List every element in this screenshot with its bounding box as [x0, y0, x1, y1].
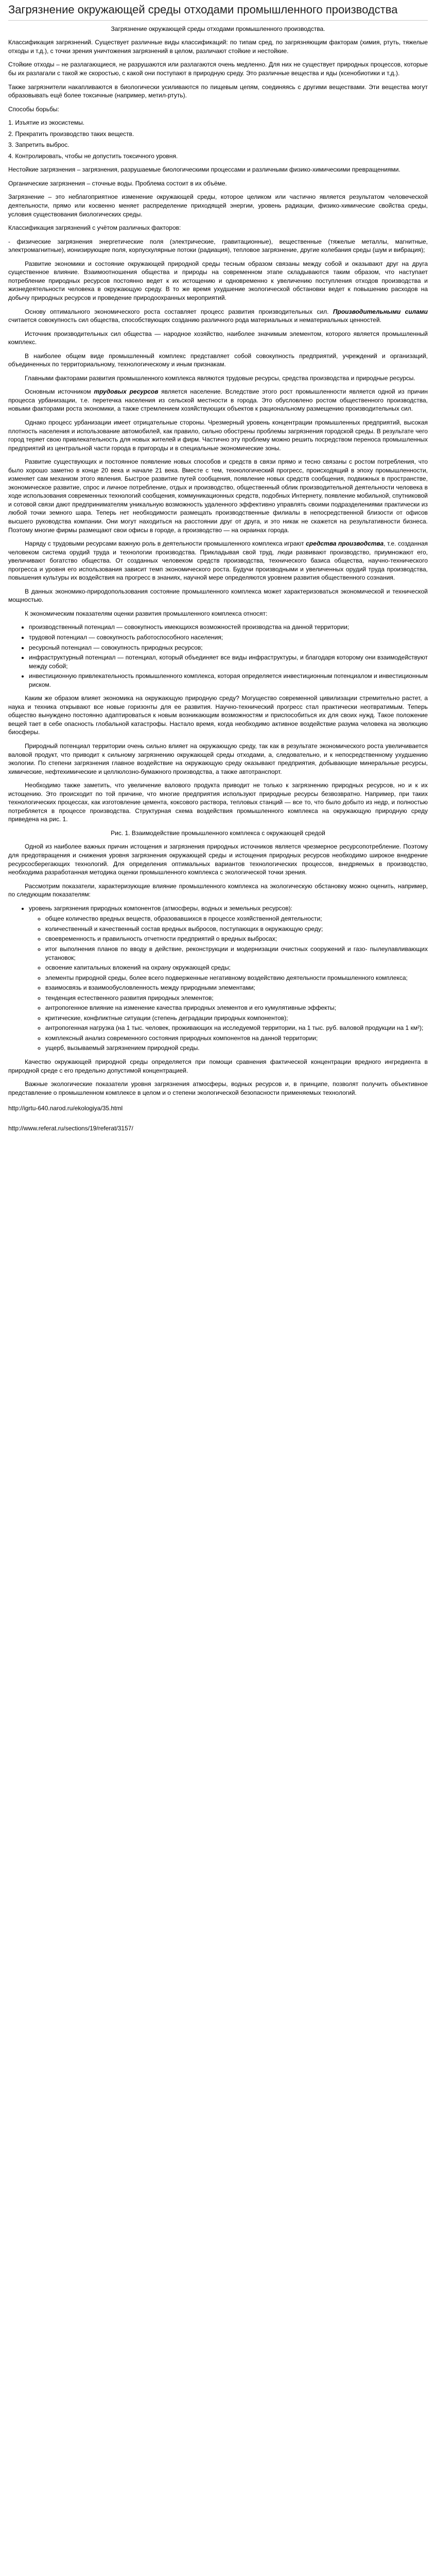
sub-list-item: ◦ освоение капитальных вложений на охрану окружающей среды;: [45, 963, 428, 972]
source-link-0: http://igrtu-640.narod.ru/ekologiya/35.html: [8, 1105, 123, 1112]
body-paragraph-20: [8, 1080, 428, 1097]
intro-paragraph-5: 1. Изъятие из экосистемы.: [8, 119, 85, 127]
body-paragraph-3: [8, 352, 428, 369]
sub-list-item: ◦ взаимосвязь и взаимообусловленность между природными элементами;: [45, 984, 428, 992]
text-run: Основу оптимального экономического роста составляет процесс развития производительных сил.: [25, 308, 333, 315]
text-run: Одной из наиболее важных причин истощения и загрязнения природных источников является чрезмерное ресурсопотребление. Поэтому для предотвращения и снижения уровня загрязнения окружающей среды и истощения природных ресурсов необходимо широкое внедрение ресурсосберегающих технологий. Для определения оптимальных вариантов технологических процессов, внедряемых в производство, необходима разработанная методика оценки промышленного комплекса с экологической точки зрения.: [8, 843, 428, 876]
page-title: Загрязнение окружающей среды отходами промышленного производства: [8, 3, 428, 21]
sub-list-item: ◦ элементы природной среды, более всего подверженные негативному воздействию деятельности промышленного комплекса;: [45, 974, 428, 982]
article-body: [8, 260, 428, 1097]
body-paragraph-0: [8, 260, 428, 302]
document: [8, 3, 428, 1132]
body-paragraph-9: [8, 587, 428, 604]
intro-paragraph-13: - физические загрязнения энергетические поля (электрические, гравитационные), вещественные (тяжелые металлы, магнитные, электромагнитные), ионизирующие поля, корпускулярные потоки (радиация), тепловое загрязнение, другие колебания среды (шум и вибрация);: [8, 238, 428, 254]
body-paragraph-12: [8, 694, 428, 737]
text-run: К экономическим показателям оценки развития промышленного комплекса относят:: [25, 609, 268, 617]
body-paragraph-7: [8, 457, 428, 534]
intro-paragraph-3: Также загрязнители накапливаются в биологически усиливаются по пищевым цепям, соединяясь с другими веществами. Эти вещества могут образовывать ещё более токсичные (например, метил-ртуть).: [8, 83, 428, 99]
body-paragraph-8: [8, 539, 428, 582]
list-item: [29, 904, 428, 1053]
text-run: Однако процесс урбанизации имеет отрицательные стороны. Чрезмерный уровень концентрации промышленных предприятий, высокая плотность населения и использование автомобилей, как правило, сильно обострены проблемы загрязнения городской среды. В результате чего город теряет свою привлекательность для новых жителей и фирм. Частично эту проблему можно решить посредством переноса промышленных предприятий из центральной части города в пригороды и в специальные экономические зоны.: [8, 418, 428, 452]
body-paragraph-6: [8, 418, 428, 452]
intro-paragraph-1: Классификация загрязнений. Существует различные виды классификаций: по типам сред, по загрязняющим факторам (химия, ртуть, тяжелые отходы и т.д.), с точки зрения уничтожения загрязнений в целом, различают стойкие и нестойкие.: [8, 39, 428, 55]
body-paragraph-1: [8, 308, 428, 325]
intro-paragraph-2: Стойкие отходы – не разлагающиеся, не разрушаются или разлагаются очень медленно. Для них не существует природных процессов, которые бы их разлагали с такой же скоростью, с какой они поступают в природную среду. Это различные вещества и яды (ксенобиотики и т.д.).: [8, 61, 428, 77]
intro-paragraph-0: Загрязнение окружающей среды отходами промышленного производства.: [111, 25, 325, 32]
body-paragraph-19: [8, 1058, 428, 1075]
intro-section: [8, 25, 428, 255]
bullet-list: [8, 623, 428, 689]
emphasis-text: средства производства: [306, 540, 384, 548]
sub-list-item: ◦ итог выполнения планов по вводу в действие, реконструкции и модернизации очистных сооружений и газо- пылеулавливающих установок;: [45, 945, 428, 962]
body-paragraph-13: [8, 742, 428, 776]
intro-paragraph-12: Классификация загрязнений с учётом различных факторов:: [8, 224, 181, 232]
list-item: • инвестиционную привлекательность промышленного комплекса, которая определяется инвестиционным потенциалом и инвестиционным риском.: [29, 672, 428, 689]
body-paragraph-10: [8, 609, 428, 618]
intro-paragraph-11: Загрязнение – это неблагоприятное изменение окружающей среды, которое целиком или частично является результатом человеческой деятельности, прямо или косвенно меняет распределение приходящей энергии, уровень радиации, физико-химические свойства среды, условия существования биологических среды.: [8, 193, 428, 218]
sub-list-item: ◦ комплексный анализ современного состояния природных компонентов на данной территории;: [45, 1034, 428, 1043]
text-run: Развитие существующих и постоянное появление новых способов и средств в связи прямо и тесно связаны с ростом потребления, что было хорошо заметно в конце 20 века и начале 21 века. Вместе с тем, технологический прогресс, происходящий в эпоху промышленности, изменяет сам механизм этого явления. Быстрое развитие путей сообщения, появление новых средств сообщения, подвижных в пространстве, экономическое развитие, спрос и личное потребление, отдых и производство, общественный облик производительной деятельности человека в ходе использования современных технологий сообщения, коммуникационных средств, подобных Интернету, появление мобильной, спутниковой и сотовой связи дают предпринимателям уникальную возможность удаленного эффективно управлять своими подразделениями практически из любой точки земного шара. Теперь нет необходимости размещать производственные филиалы в непосредственной близости от офисов высшего руководства компании. Они могут находиться на расстоянии друг от друга, и это никак не скажется на результативности бизнеса. Поэтому многие фирмы размещают свои офисы в городе, а производство — на окраинах города.: [8, 458, 428, 534]
list-item: • инфраструктурный потенциал — потенциал, который объединяет все виды инфраструктуры, и благодаря которому они взаимодействуют между собой;: [29, 653, 428, 670]
body-paragraph-17: [8, 882, 428, 899]
emphasis-text: трудовых ресурсов: [94, 388, 159, 396]
sub-list-item: ◦ критические, конфликтные ситуации (степень деградации природных компонентов);: [45, 1014, 428, 1023]
text-run: Источник производительных сил общества — народное хозяйство, наиболее значимым элементом, которого является промышленный комплекс.: [8, 330, 428, 346]
text-run: В наиболее общем виде промышленный комплекс представляет собой совокупность предприятий, учреждений и организаций, объединенных по территориальному, технологическому и иным признакам.: [8, 352, 428, 368]
sub-list-item: ◦ своевременность и правильность отчетности предприятий о вредных выбросах;: [45, 935, 428, 943]
intro-paragraph-10: Органические загрязнения – сточные воды. Проблема состоит в их объёме.: [8, 179, 227, 187]
body-paragraph-16: [8, 842, 428, 876]
sub-list-item: ◦ общее количество вредных веществ, образовавшихся в процессе хозяйственной деятельности;: [45, 914, 428, 923]
text-run: является население. Вследствие этого рост промышленности является одной из причин процесса урбанизации, т.е. перетечка населения из сельской местности в города. Это обусловлено ростом общественного производства, новыми факторами роста экономики, а также стремлением хозяйствующих объектов к рациональному размещению производительных сил.: [8, 388, 428, 413]
sub-list: [29, 914, 428, 1053]
intro-paragraph-6: 2. Прекратить производство таких веществ.: [8, 130, 134, 138]
text-run: Каким же образом влияет экономика на окружающую природную среду? Могущество современной цивилизации стремительно растет, а наука и техника открывают все новые горизонты для ее развития. Научно-технический прогресс стал практически неотвратимым. Теперь общество вынуждено постоянно адаптироваться к новым возникающим возможностям и приспособиться их для своих нужд. Такое положение вещей тает в себе опасность глобальной катастрофы. Настало время, когда необходимо активное воздействие разума человека на эволюцию биосферы.: [8, 694, 428, 736]
text-run: , т.е. созданная человеком система орудий труда и технологии производства. Прикладывая свой труд, люди развивают производство, приумножают его, увеличивают богатство общества. От созданных человеком средств производства, технического базиса общества, научно-технического прогресса и уровня его использования зависит темп экономического роста. Будучи производными и увеличенных орудий труда производства, повышения культуры их воздействия на прогресс в знаниях, научной мере определяются уровнем развития общественного сознания.: [8, 540, 428, 582]
list-item-label: уровень загрязнения природных компонентов (атмосферы, водных и земельных ресурсов):: [29, 904, 293, 912]
text-run: Рис. 1. Взаимодействие промышленного комплекса с окружающей средой: [111, 829, 325, 837]
sub-list-item: ◦ антропогенное влияние на изменение качества природных элементов и его кумулятивные эффекты;: [45, 1004, 428, 1012]
source-links: [8, 1104, 428, 1132]
intro-paragraph-9: Нестойкие загрязнения – загрязнения, разрушаемые биологическими процессами и различными физико-химическими превращениями.: [8, 166, 400, 174]
text-run: считается совокупность сил общества, способствующих созданию различного рода материальных и нематериальных ценностей.: [8, 316, 381, 324]
body-paragraph-4: [8, 374, 428, 383]
text-run: Наряду с трудовыми ресурсами важную роль в деятельности промышленного комплекса играют: [25, 540, 306, 548]
list-item: • трудовой потенциал — совокупность работоспособного населения;: [29, 633, 428, 642]
body-paragraph-14: [8, 781, 428, 824]
intro-paragraph-4: Способы борьбы:: [8, 105, 59, 113]
list-item: • производственный потенциал — совокупность имеющихся возможностей производства на данной территории;: [29, 623, 428, 632]
text-run: Необходимо также заметить, что увеличение валового продукта приводит не только к загрязнению природных ресурсов, но и к их истощению. Это происходит по той причине, что многие предприятия используют природные ресурсы безвозвратно. Например, при таких технологических процессах, как изготовление цемента, коксового раствора, тепловых станций — все то, что было добыто из недр, и полностью потребляется в процессе производства. Структурная схема воздействия промышленного комплекса на окружающую природную среду приведена на рис. 1.: [8, 782, 428, 823]
body-paragraph-2: [8, 330, 428, 347]
intro-paragraph-8: 4. Контролировать, чтобы не допустить токсичного уровня.: [8, 152, 178, 160]
emphasis-text: Производительными силами: [333, 308, 428, 315]
sub-list-item: ◦ тенденция естественного развития природных элементов;: [45, 994, 428, 1003]
text-run: Важные экологические показатели уровня загрязнения атмосферы, водных ресурсов и, в принципе, позволят получить объективное представление о промышленном комплексе в целом и о степени экологической безопасности применяемых технологий.: [8, 1080, 428, 1096]
sub-list-item: ◦ антропогенная нагрузка (на 1 тыс. человек, проживающих на исследуемой территории, на 1 тыс. руб. валовой продукции на 1 км²);: [45, 1024, 428, 1032]
sub-list-item: ◦ количественный и качественный состав вредных выбросов, поступающих в окружающую среду;: [45, 925, 428, 934]
intro-paragraph-7: 3. Запретить выброс.: [8, 141, 69, 149]
bullet-list: [8, 904, 428, 1053]
list-item: • ресурсный потенциал — совокупность природных ресурсов;: [29, 643, 428, 652]
sub-list-item: ◦ ущерб, вызываемый загрязнением природной среды.: [45, 1044, 428, 1053]
text-run: Рассмотрим показатели, характеризующие влияние промышленного комплекса на экологическую обстановку можно оценить, например, по следующим показателям:: [8, 882, 428, 899]
source-link-1: http://www.referat.ru/sections/19/referat/3157/: [8, 1124, 133, 1132]
text-run: В данных экономико-природопользования состояние промышленного комплекса может характеризоваться экономической и технической мощностью.: [8, 587, 428, 604]
text-run: Природный потенциал территории очень сильно влияет на окружающую среду, так как в результате экономического роста увеличивается валовой продукт, что приводит к сильному загрязнению окружающей среды отходами, а, следовательно, и к непосредственному ухудшению экологии. По степени загрязнения главное воздействие на окружающую среду оказывают предприятия, добывающие минеральные ресурсы, химические, нефтехимические и целлюлозно-бумажного производства, а также автотранспорт.: [8, 742, 428, 775]
text-run: Развитие экономики и состояние окружающей природной среды тесным образом связаны между собой и оказывают друг на друга существенное влияние. Взаимоотношения общества и природы на современном этапе складываются таким образом, что наступает потребление природных ресурсов постоянно ведет к их истощению и одновременно к увеличению поступления отходов производства и жизнедеятельности человека в окружающую среду. В то же время ухудшение экологической обстановки ведет к повышению расходов на добычу природных ресурсов и проведение природоохранных мероприятий.: [8, 260, 428, 301]
text-run: Основным источником: [25, 388, 94, 396]
text-run: Главными факторами развития промышленного комплекса являются трудовые ресурсы, средства производства и природные ресурсы.: [25, 374, 415, 382]
body-paragraph-15: [8, 829, 428, 838]
body-paragraph-5: [8, 387, 428, 413]
text-run: Качество окружающей природной среды определяется при помощи сравнения фактической концентрации вредного ингредиента в природной среде с его предельно допустимой концентрацией.: [8, 1058, 428, 1074]
